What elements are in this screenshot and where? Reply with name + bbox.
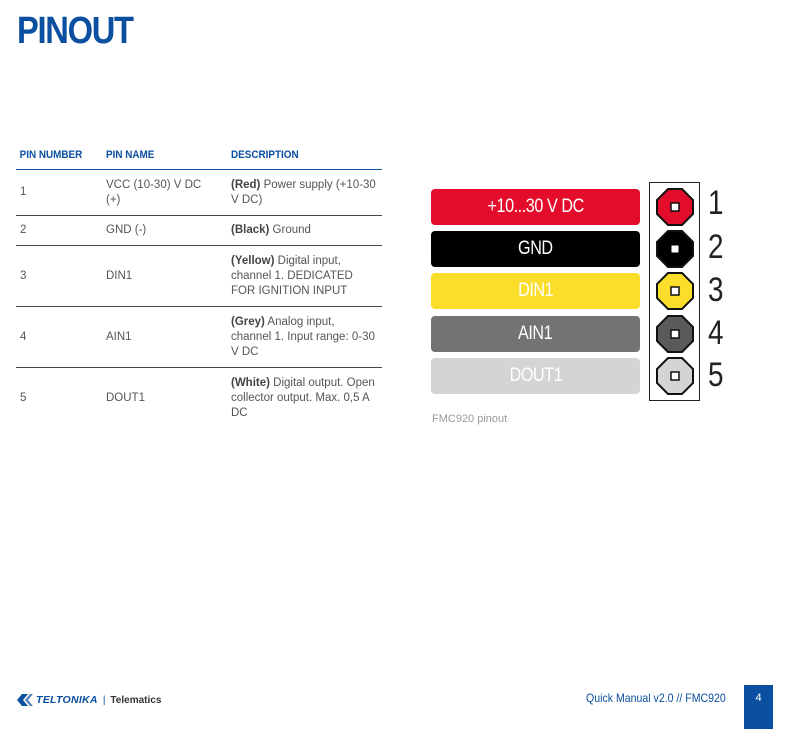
description-cell xyxy=(231,178,382,208)
table-row xyxy=(16,307,382,368)
teltonika-logo-icon xyxy=(16,693,34,707)
table-row xyxy=(16,368,382,429)
table-header xyxy=(16,140,382,170)
wire-label: +10...30 V DC xyxy=(487,196,584,217)
pin-socket-4 xyxy=(656,315,694,353)
teltonika-logo xyxy=(16,693,161,707)
wire-gnd xyxy=(431,231,640,267)
pin-number-cell: 1 xyxy=(20,186,27,198)
wire-ain1 xyxy=(431,316,640,352)
description-text: Power supply (+10-30 V DC) xyxy=(231,178,376,206)
wire-din1 xyxy=(431,273,640,309)
manual-version: Quick Manual v2.0 // FMC920 xyxy=(586,691,726,705)
pin-number-cell: 5 xyxy=(20,392,27,404)
pin-name-cell: GND (-) xyxy=(106,224,147,236)
wire-color-label: (Black) xyxy=(231,224,270,236)
description-text: Digital output. Open collector output. Max. 0,5 A DC xyxy=(231,377,375,419)
description-text: Analog input, channel 1. Input range: 0-30 V DC xyxy=(231,315,375,358)
page-title: PINOUT xyxy=(17,10,133,52)
wire-color-label: (White) xyxy=(231,377,270,389)
wire-color-label: (Red) xyxy=(231,178,261,191)
description-cell xyxy=(231,223,382,238)
pin-number-label: 1 xyxy=(708,184,724,222)
pinout-table xyxy=(16,140,382,429)
pin-number-cell: 3 xyxy=(20,269,27,282)
header-pin-number: PIN NUMBER xyxy=(19,148,83,161)
description-cell xyxy=(231,254,382,299)
logo-text: TELTONIKA xyxy=(36,694,98,706)
pin-name-cell: VCC (10-30) V DC (+) xyxy=(106,178,202,206)
logo-subtitle: Telematics xyxy=(110,694,162,706)
wire-label: GND xyxy=(518,238,553,259)
diagram-caption: FMC920 pinout xyxy=(432,413,508,425)
wire-dout1 xyxy=(431,358,640,394)
description-cell xyxy=(231,376,382,421)
pin-name-cell: DOUT1 xyxy=(106,392,145,404)
table-row xyxy=(16,216,382,246)
pin-name-cell: AIN1 xyxy=(106,330,132,343)
page-number: 4 xyxy=(744,685,773,729)
wire-label: AIN1 xyxy=(518,323,553,344)
pin-socket-3 xyxy=(656,272,694,310)
description-text: Ground xyxy=(269,224,311,236)
pin-number-cell: 2 xyxy=(20,224,27,236)
pin-socket-2 xyxy=(656,230,694,268)
logo-separator: | xyxy=(102,694,106,706)
header-description: DESCRIPTION xyxy=(231,148,299,161)
description-cell xyxy=(231,315,382,360)
pin-number-label: 4 xyxy=(708,314,724,352)
pin-number-label: 3 xyxy=(708,271,724,309)
pin-socket-5 xyxy=(656,357,694,395)
wire-color-label: (Yellow) xyxy=(231,254,275,267)
pin-number-label: 2 xyxy=(708,228,724,266)
pin-name-cell: DIN1 xyxy=(106,269,133,282)
wire-vcc xyxy=(431,189,640,225)
pin-socket-1 xyxy=(656,188,694,226)
wire-label: DOUT1 xyxy=(509,365,562,386)
description-text: Digital input, channel 1. DEDICATED FOR IGNITION INPUT xyxy=(231,254,353,297)
table-row xyxy=(16,246,382,307)
wire-color-label: (Grey) xyxy=(231,315,265,328)
header-pin-name: PIN NAME xyxy=(106,148,155,161)
wire-label: DIN1 xyxy=(517,280,554,301)
table-row xyxy=(16,170,382,216)
pin-number-label: 5 xyxy=(708,356,724,394)
pin-number-cell: 4 xyxy=(20,330,27,343)
